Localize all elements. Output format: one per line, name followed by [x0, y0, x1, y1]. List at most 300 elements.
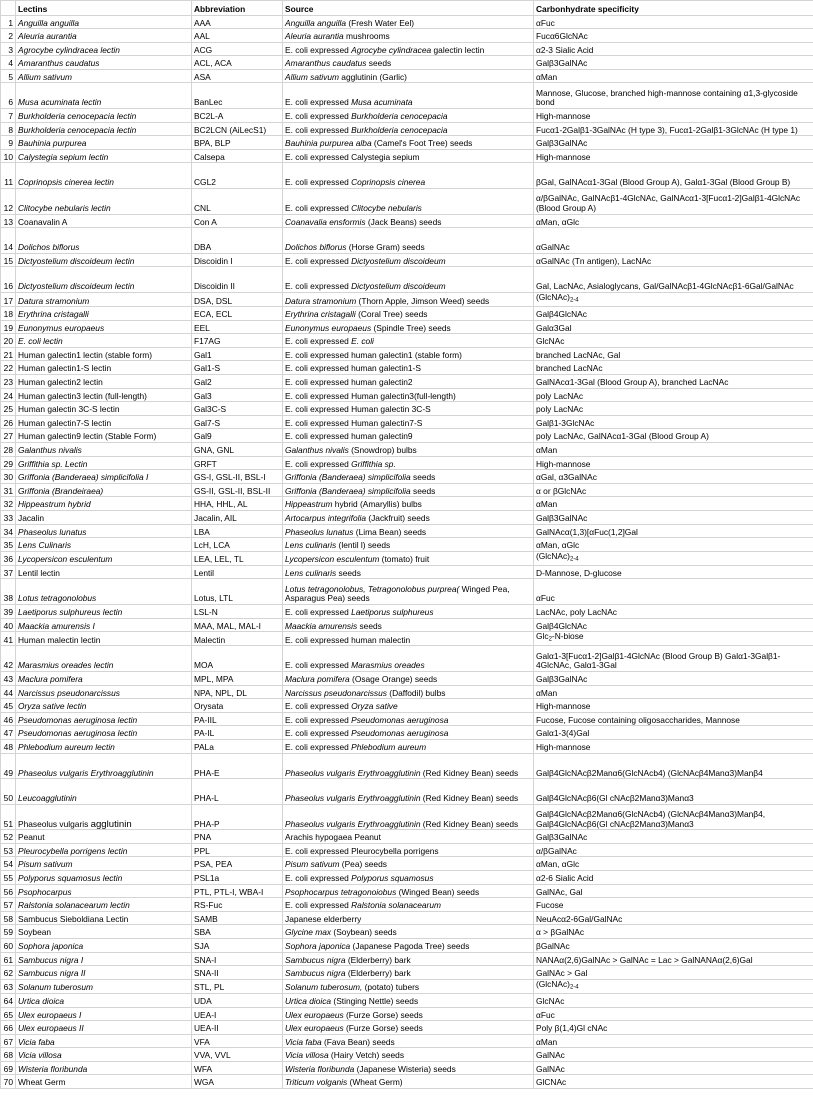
- text-run: Human malectin lectin: [18, 634, 101, 645]
- text-run: Griffithia sp. Lectin: [18, 458, 88, 469]
- table-row: [1, 739, 813, 753]
- row-number: 15: [1, 253, 16, 267]
- text-run: E. coli expressed: [285, 44, 352, 55]
- text-run: 2: [548, 636, 552, 643]
- table-row: [1, 1021, 813, 1035]
- table-row: [1, 538, 813, 552]
- abbreviation-cell: ACG: [192, 42, 283, 56]
- text-run: Laetiporus sulphureus: [351, 607, 434, 618]
- text-run: hybrid (Amaryllis) bulbs: [332, 499, 422, 510]
- source-cell: [283, 579, 534, 605]
- carbohydrate-cell: [534, 524, 813, 538]
- text-run: Human galectin3 lectin (full-length): [18, 390, 147, 401]
- source-cell: [283, 307, 534, 321]
- lectin-name-cell: [16, 579, 192, 605]
- text-run: (Lima Bean) seeds: [353, 526, 427, 537]
- source-cell: [283, 871, 534, 885]
- lectin-name-cell: [16, 685, 192, 699]
- carbohydrate-cell: [534, 753, 813, 779]
- text-run: αGal, α3GalNAc: [536, 472, 597, 483]
- text-run: Arachis hypogaea Peanut: [285, 832, 381, 843]
- text-run: 2-4: [569, 984, 579, 991]
- table-row: [1, 699, 813, 713]
- abbreviation-cell: WFA: [192, 1061, 283, 1075]
- text-run: (GlcNAc): [536, 551, 570, 561]
- source-cell: [283, 1034, 534, 1048]
- text-run: seeds: [410, 472, 436, 483]
- abbreviation-cell: SJA: [192, 939, 283, 953]
- abbreviation-cell: AAL: [192, 29, 283, 43]
- abbreviation-cell: MOA: [192, 646, 283, 672]
- text-run: GalNAc, Gal: [536, 886, 583, 897]
- source-cell: [283, 347, 534, 361]
- lectin-name-cell: [16, 149, 192, 163]
- row-number: 21: [1, 347, 16, 361]
- row-number: 20: [1, 334, 16, 348]
- row-number: 24: [1, 388, 16, 402]
- text-run: Phaseolus lunatus: [18, 526, 87, 537]
- text-run: Burkholderia cenocepacia lectin: [18, 111, 137, 122]
- text-run: αMan: [536, 499, 558, 510]
- text-run: Marasmius oreades lectin: [18, 660, 114, 671]
- source-cell: [283, 884, 534, 898]
- lectin-name-cell: [16, 1075, 192, 1089]
- abbreviation-cell: PHA-P: [192, 804, 283, 830]
- lectin-name-cell: [16, 511, 192, 525]
- text-run: E. coli expressed human galectin9: [285, 431, 413, 442]
- abbreviation-cell: Gal7-S: [192, 415, 283, 429]
- text-run: D-Mannose, D-glucose: [536, 567, 622, 578]
- lectin-name-cell: [16, 361, 192, 375]
- row-number: 50: [1, 779, 16, 805]
- carbohydrate-cell: [534, 293, 813, 307]
- text-run: (Osage Orange) seeds: [349, 673, 438, 684]
- lectin-name-cell: [16, 605, 192, 619]
- abbreviation-cell: Discoidin I: [192, 253, 283, 267]
- text-run: (Fava Bean) seeds: [321, 1036, 395, 1047]
- text-run: E. coli expressed: [285, 607, 352, 618]
- table-row: [1, 402, 813, 416]
- text-run: Galanthus nivalis: [285, 445, 349, 456]
- text-run: seeds: [366, 58, 392, 69]
- text-run: Human galectin2 lectin: [18, 377, 103, 388]
- text-run: (Pea) seeds: [339, 859, 387, 870]
- text-run: Galβ4GlcNAcβ2Manα6(GlcNAcb4) (GlcNAcβ4Manα3)Manβ4: [536, 767, 763, 778]
- table-row: [1, 361, 813, 375]
- row-number: 54: [1, 857, 16, 871]
- text-run: poly LacNAc: [536, 390, 584, 401]
- text-run: Triticum volganis: [285, 1077, 348, 1088]
- carbohydrate-cell: [534, 456, 813, 470]
- source-cell: [283, 375, 534, 389]
- text-run: (GlcNAc): [536, 292, 570, 302]
- text-run: E. coli expressed: [285, 111, 352, 122]
- lectin-name-cell: [16, 884, 192, 898]
- carbohydrate-cell: [534, 253, 813, 267]
- source-cell: [283, 753, 534, 779]
- source-cell: [283, 939, 534, 953]
- row-number: 69: [1, 1061, 16, 1075]
- text-run: Human galectin 3C-S lectin: [18, 404, 120, 415]
- text-run: E. coli expressed: [285, 873, 352, 884]
- abbreviation-cell: GS-I, GSL-II, BSL-I: [192, 470, 283, 484]
- source-cell: [283, 69, 534, 83]
- carbohydrate-cell: [534, 538, 813, 552]
- abbreviation-cell: Jacalin, AIL: [192, 511, 283, 525]
- text-run: αMan, αGlc: [536, 540, 580, 551]
- text-run: Fucα1-2Galβ1-3GalNAc (H type 3), Fucα1-2Galβ1-3GlcNAc (H type 1): [536, 124, 798, 135]
- text-run: Burkholderia cenocepacia: [351, 111, 448, 122]
- carbohydrate-cell: [534, 320, 813, 334]
- text-run: Aleuria aurantia: [285, 31, 344, 42]
- source-cell: [283, 565, 534, 579]
- text-run: Phaseolus vulgaris Erythroagglutinin: [285, 818, 421, 829]
- abbreviation-cell: PHA-L: [192, 779, 283, 805]
- text-run: αGalNAc (Tn antigen), LacNAc: [536, 255, 652, 266]
- row-number: 1: [1, 15, 16, 29]
- text-run: Coprinopsis cinerea lectin: [18, 177, 114, 188]
- carbohydrate-cell: [534, 415, 813, 429]
- text-run: Coanavalin A: [18, 216, 68, 227]
- carbohydrate-cell: [534, 149, 813, 163]
- row-number: 33: [1, 511, 16, 525]
- text-run: Human galectin1 lectin (stable form): [18, 349, 153, 360]
- text-run: Coanavalia ensformis: [285, 216, 366, 227]
- row-number: 17: [1, 293, 16, 307]
- table-row: [1, 415, 813, 429]
- lectin-name-cell: [16, 551, 192, 565]
- table-row: [1, 29, 813, 43]
- header-index: [1, 1, 16, 16]
- abbreviation-cell: PNA: [192, 830, 283, 844]
- text-run: Sambucus nigra: [285, 968, 346, 979]
- text-run: Polyporus squamosus lectin: [18, 873, 123, 884]
- abbreviation-cell: SNA-II: [192, 966, 283, 980]
- text-run: Solanum tuberosum,: [285, 982, 363, 993]
- source-cell: [283, 511, 534, 525]
- text-run: High-mannose: [536, 111, 591, 122]
- text-run: Bauhinia purpurea: [18, 138, 87, 149]
- text-run: Galβ4GlcNAcβ2Manα6(GlcNAcb4) (GlcNAcβ4Manα3)Manβ4, Galβ4GlcNAcβ6(Gl cNAcβ2Manα3)Manα3: [536, 809, 766, 829]
- abbreviation-cell: AAA: [192, 15, 283, 29]
- text-run: Galα1-3[Fucα1-2]Galβ1-4GlcNAc (Blood Group B) Galα1-3Galβ1-4GlcNAc, Galα1-3Gal: [536, 650, 781, 671]
- source-cell: [283, 1075, 534, 1089]
- carbohydrate-cell: [534, 1034, 813, 1048]
- row-number: 65: [1, 1007, 16, 1021]
- text-run: (Red Kidney Bean) seeds: [420, 818, 519, 829]
- abbreviation-cell: Gal1-S: [192, 361, 283, 375]
- row-number: 59: [1, 925, 16, 939]
- abbreviation-cell: Discoidin II: [192, 267, 283, 293]
- row-number: 48: [1, 739, 16, 753]
- text-run: E. coli expressed: [285, 701, 352, 712]
- text-run: βGal, GalNAcα1-3Gal (Blood Group A), Galα1-3Gal (Blood Group B): [536, 177, 791, 188]
- abbreviation-cell: PTL, PTL-I, WBA-I: [192, 884, 283, 898]
- carbohydrate-cell: [534, 361, 813, 375]
- text-run: GalNAcα1-3Gal (Blood Group A), branched LacNAc: [536, 377, 729, 388]
- table-row: [1, 671, 813, 685]
- text-run: Agrocybe cylindracea lectin: [18, 44, 120, 55]
- source-cell: [283, 443, 534, 457]
- carbohydrate-cell: [534, 15, 813, 29]
- source-cell: [283, 739, 534, 753]
- text-run: E. coli: [351, 336, 374, 347]
- row-number: 44: [1, 685, 16, 699]
- table-row: [1, 618, 813, 632]
- text-run: αFuc: [536, 1009, 555, 1020]
- row-number: 53: [1, 843, 16, 857]
- source-cell: [283, 830, 534, 844]
- text-run: NANAα(2,6)GalNAc > GalNAc = Lac > GalNANAα(2,6)Gal: [536, 954, 753, 965]
- text-run: (Furze Gorse) seeds: [343, 1009, 423, 1020]
- carbohydrate-cell: [534, 843, 813, 857]
- carbohydrate-cell: [534, 483, 813, 497]
- text-run: αMan, αGlc: [536, 859, 580, 870]
- row-number: 42: [1, 646, 16, 672]
- text-run: (Horse Gram) seeds: [346, 242, 425, 253]
- source-cell: [283, 925, 534, 939]
- text-run: Griffonia (Banderaea) simplicifolia: [285, 472, 411, 483]
- row-number: 30: [1, 470, 16, 484]
- text-run: Psophocarpus: [18, 886, 72, 897]
- text-run: agglutinin (Garlic): [338, 71, 407, 82]
- source-cell: [283, 163, 534, 189]
- source-cell: [283, 538, 534, 552]
- table-row: [1, 189, 813, 215]
- abbreviation-cell: BPA, BLP: [192, 136, 283, 150]
- text-run: mushrooms: [343, 31, 390, 42]
- text-run: Musa acuminata lectin: [18, 97, 102, 108]
- lectin-name-cell: [16, 136, 192, 150]
- table-row: [1, 334, 813, 348]
- abbreviation-cell: CGL2: [192, 163, 283, 189]
- row-number: 55: [1, 871, 16, 885]
- text-run: Phaseolus vulgaris Erythroagglutinin: [285, 793, 421, 804]
- text-run: Maackia amurensis: [285, 620, 358, 631]
- abbreviation-cell: UEA-II: [192, 1021, 283, 1035]
- text-run: Psophocarpus tetragonoiobus: [285, 886, 397, 897]
- source-cell: [283, 334, 534, 348]
- text-run: Dolichos biflorus: [18, 242, 80, 253]
- header-source: Source: [283, 1, 534, 16]
- row-number: 62: [1, 966, 16, 980]
- row-number: 26: [1, 415, 16, 429]
- text-run: Bauhinia purpurea alba: [285, 138, 372, 149]
- row-number: 43: [1, 671, 16, 685]
- row-number: 5: [1, 69, 16, 83]
- text-run: Lotus tetragonolobus, Tetragonolobus purprea(: [285, 583, 460, 594]
- carbohydrate-cell: [534, 334, 813, 348]
- text-run: (Red Kidney Bean) seeds: [420, 793, 519, 804]
- text-run: Sambucus nigra II: [18, 968, 86, 979]
- table-row: [1, 952, 813, 966]
- abbreviation-cell: VVA, VVL: [192, 1048, 283, 1062]
- text-run: E. coli expressed human galectin1-S: [285, 363, 421, 374]
- text-run: Maclura pomifera: [18, 673, 83, 684]
- row-number: 36: [1, 551, 16, 565]
- source-cell: [283, 83, 534, 109]
- abbreviation-cell: GNA, GNL: [192, 443, 283, 457]
- table-row: [1, 375, 813, 389]
- table-row: [1, 779, 813, 805]
- abbreviation-cell: GRFT: [192, 456, 283, 470]
- text-run: (Elderberry) bark: [345, 968, 411, 979]
- carbohydrate-cell: [534, 618, 813, 632]
- abbreviation-cell: Orysata: [192, 699, 283, 713]
- carbohydrate-cell: [534, 739, 813, 753]
- text-run: (GlcNAc): [536, 979, 570, 989]
- text-run: (Thorn Apple, Jimson Weed) seeds: [356, 295, 490, 306]
- carbohydrate-cell: [534, 605, 813, 619]
- table-row: [1, 843, 813, 857]
- text-run: Galβ3GalNAc: [536, 138, 588, 149]
- source-cell: [283, 56, 534, 70]
- abbreviation-cell: Con A: [192, 214, 283, 228]
- abbreviation-cell: Calsepa: [192, 149, 283, 163]
- text-run: Amaranthus caudatus: [18, 58, 100, 69]
- text-run: Ralstonia solanacearum lectin: [18, 900, 130, 911]
- abbreviation-cell: DBA: [192, 228, 283, 254]
- row-number: 57: [1, 898, 16, 912]
- abbreviation-cell: SAMB: [192, 911, 283, 925]
- table-row: [1, 443, 813, 457]
- source-cell: [283, 712, 534, 726]
- table-row: [1, 347, 813, 361]
- text-run: GalNAc: [536, 1063, 565, 1074]
- carbohydrate-cell: [534, 1007, 813, 1021]
- text-run: Anguilla anguilla: [18, 17, 79, 28]
- lectin-name-cell: [16, 966, 192, 980]
- lectin-name-cell: [16, 830, 192, 844]
- text-run: Griffonia (Banderaea) simplicifolia I: [18, 472, 149, 483]
- text-run: GlCNAc: [536, 1077, 567, 1088]
- abbreviation-cell: PHA-E: [192, 753, 283, 779]
- text-run: Griffithia sp.: [351, 458, 396, 469]
- header-abbreviation: Abbreviation: [192, 1, 283, 16]
- text-run: Gal, LacNAc, Asialoglycans, Gal/GalNAcβ1-4GlcNAcβ1-6Gal/GalNAc: [536, 281, 794, 292]
- carbohydrate-cell: [534, 966, 813, 980]
- lectin-name-cell: [16, 671, 192, 685]
- lectin-name-cell: [16, 646, 192, 672]
- source-cell: [283, 109, 534, 123]
- lectin-name-cell: [16, 857, 192, 871]
- text-run: Datura stramonium: [18, 295, 90, 306]
- abbreviation-cell: PPL: [192, 843, 283, 857]
- source-cell: [283, 524, 534, 538]
- lectin-name-cell: [16, 214, 192, 228]
- lectin-name-cell: [16, 415, 192, 429]
- row-number: 29: [1, 456, 16, 470]
- text-run: Narcissus pseudonarcissus: [18, 687, 120, 698]
- lectin-name-cell: [16, 69, 192, 83]
- source-cell: [283, 898, 534, 912]
- text-run: Vicia villosa: [285, 1050, 329, 1061]
- abbreviation-cell: Lotus, LTL: [192, 579, 283, 605]
- row-number: 34: [1, 524, 16, 538]
- text-run: Pleurocybella porrigens lectin: [18, 845, 128, 856]
- carbohydrate-cell: [534, 1048, 813, 1062]
- source-cell: [283, 253, 534, 267]
- lectin-name-cell: [16, 163, 192, 189]
- row-number: 52: [1, 830, 16, 844]
- text-run: Glc: [536, 631, 549, 642]
- text-run: High-mannose: [536, 741, 591, 752]
- lectin-name-cell: [16, 993, 192, 1007]
- abbreviation-cell: PSA, PEA: [192, 857, 283, 871]
- abbreviation-cell: LcH, LCA: [192, 538, 283, 552]
- text-run: E. coli expressed human malectin: [285, 634, 411, 645]
- lectin-name-cell: [16, 843, 192, 857]
- row-number: 70: [1, 1075, 16, 1089]
- text-run: Galα1-3(4)Gal: [536, 728, 590, 739]
- table-row: [1, 857, 813, 871]
- text-run: (Winged Bean) seeds: [396, 886, 480, 897]
- text-run: Ulex europaeus: [285, 1023, 344, 1034]
- source-cell: [283, 1021, 534, 1035]
- text-run: Griffonia (Banderaea) simplicifolia: [285, 485, 411, 496]
- table-row: [1, 579, 813, 605]
- abbreviation-cell: DSA, DSL: [192, 293, 283, 307]
- lectin-name-cell: [16, 307, 192, 321]
- text-run: GalNAc > Gal: [536, 968, 588, 979]
- text-run: Pseudomonas aeruginosa lectin: [18, 728, 138, 739]
- abbreviation-cell: Lentil: [192, 565, 283, 579]
- text-run: Amaranthus caudatus: [285, 58, 367, 69]
- text-run: Maackia amurensis I: [18, 620, 95, 631]
- carbohydrate-cell: [534, 699, 813, 713]
- text-run: Musa acuminata: [351, 97, 413, 108]
- text-run: GlcNAc: [536, 336, 565, 347]
- table-row: [1, 565, 813, 579]
- row-number: 27: [1, 429, 16, 443]
- text-run: GlcNAc: [536, 995, 565, 1006]
- source-cell: [283, 804, 534, 830]
- abbreviation-cell: Gal1: [192, 347, 283, 361]
- lectin-name-cell: [16, 699, 192, 713]
- carbohydrate-cell: [534, 228, 813, 254]
- lectin-name-cell: [16, 804, 192, 830]
- source-cell: [283, 685, 534, 699]
- table-body: [1, 15, 813, 1089]
- text-run: E. coli expressed: [285, 660, 352, 671]
- table-row: [1, 470, 813, 484]
- row-number: 6: [1, 83, 16, 109]
- lectin-name-cell: [16, 375, 192, 389]
- source-cell: [283, 29, 534, 43]
- table-row: [1, 1061, 813, 1075]
- source-cell: [283, 470, 534, 484]
- table-row: [1, 685, 813, 699]
- text-run: E. coli expressed: [285, 255, 352, 266]
- source-cell: [283, 456, 534, 470]
- row-number: 11: [1, 163, 16, 189]
- text-run: Allium sativum: [285, 71, 339, 82]
- text-run: (Jackfruit) seeds: [366, 513, 430, 523]
- row-number: 28: [1, 443, 16, 457]
- text-run: E. coli expressed: [285, 458, 352, 469]
- carbohydrate-cell: [534, 646, 813, 672]
- abbreviation-cell: PALa: [192, 739, 283, 753]
- abbreviation-cell: MAA, MAL, MAL-I: [192, 618, 283, 632]
- text-run: Clitocybe nebularis: [351, 203, 422, 214]
- abbreviation-cell: RS-Fuc: [192, 898, 283, 912]
- lectin-name-cell: [16, 739, 192, 753]
- table-row: [1, 388, 813, 402]
- text-run: -N-biose: [551, 631, 584, 642]
- table-row: [1, 122, 813, 136]
- text-run: (Stinging Nettle) seeds: [331, 995, 419, 1006]
- text-run: E. coli expressed: [285, 124, 352, 135]
